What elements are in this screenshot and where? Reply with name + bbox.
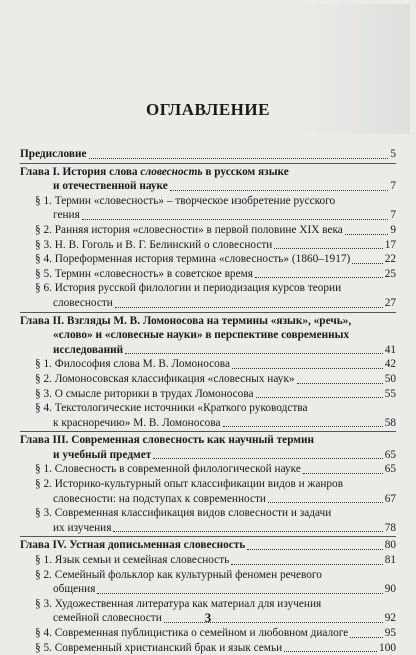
toc-page-number: 65 (384, 448, 396, 461)
toc-page-number: 92 (384, 612, 396, 625)
toc-page-number: 65 (384, 463, 396, 476)
toc-entry (20, 416, 396, 431)
toc-entry-title: § 3. Художественная литература как материал для изучения (35, 597, 322, 610)
toc-page-number: 7 (390, 209, 396, 222)
toc-page-number: 90 (384, 583, 396, 596)
toc-entry-title: их изучения (53, 521, 112, 534)
page-number: 3 (204, 610, 212, 625)
toc-entry (20, 448, 396, 463)
toc-page-number: 55 (384, 387, 396, 400)
toc-entry (20, 538, 396, 553)
toc-entry (20, 238, 396, 253)
toc-page-number: 5 (390, 148, 396, 160)
table-of-contents (20, 147, 396, 655)
toc-entry (20, 343, 396, 358)
toc-entry-title: § 3. Н. В. Гоголь и В. Г. Белинский о словесности (35, 238, 273, 251)
toc-entry (20, 641, 396, 655)
toc-entry-title: § 5. Термин «словесность» в советское время (35, 267, 253, 280)
toc-entry (20, 372, 396, 387)
toc-entry (20, 223, 396, 238)
toc-entry-title: к красноречию» М. В. Ломоносова (53, 416, 221, 429)
toc-entry (20, 147, 396, 162)
toc-entry-title: Глава III. Современная словесность как научный термин (20, 434, 315, 447)
toc-entry-title: § 6. История русской филологии и периодизация курсов теории (35, 282, 342, 295)
toc-entry-title: § 2. Семейный фольклор как культурный феномен речевого (35, 568, 322, 581)
leader-dots (113, 531, 382, 532)
toc-entry (20, 433, 396, 448)
toc-entry (20, 401, 396, 416)
section-divider (20, 163, 396, 164)
toc-entry-title: Предисловие (20, 148, 87, 160)
toc-page-number: 9 (390, 223, 396, 236)
toc-entry (20, 568, 396, 583)
toc-entry (20, 492, 396, 507)
leader-dots (223, 426, 383, 427)
toc-page-number: 41 (384, 343, 396, 356)
toc-entry (20, 506, 396, 521)
toc-entry (20, 328, 396, 343)
leader-dots (115, 307, 383, 308)
toc-entry-title: § 2. Ломоносовская классификация «словесных наук» (35, 372, 295, 385)
toc-page-number: 42 (384, 358, 396, 371)
toc-entry-title: § 3. О смысле риторики в трудах Ломоносова (35, 387, 254, 400)
toc-entry-title: § 5. Современный христианский брак и язык семьи (35, 641, 283, 654)
leader-dots (255, 277, 383, 278)
toc-entry (20, 252, 396, 267)
leader-dots (247, 549, 382, 550)
toc-page-number: 78 (384, 521, 396, 534)
toc-entry (20, 462, 396, 477)
toc-entry-title: гения (53, 209, 80, 222)
toc-entry-title: § 3. Современная классификация видов словесности и задачи (35, 507, 332, 520)
toc-entry-title: «слово» и «словесные науки» в перспективе современных (53, 329, 350, 342)
toc-entry (20, 314, 396, 329)
toc-entry-title (20, 165, 289, 180)
section-divider (20, 431, 396, 432)
toc-entry (20, 582, 396, 597)
toc-entry-title: и учебный предмет (53, 448, 152, 461)
toc-entry-title: исследований (53, 343, 124, 356)
section-divider (20, 312, 396, 313)
toc-entry-title: словесности (53, 296, 113, 309)
leader-dots (82, 219, 389, 220)
toc-entry (20, 267, 396, 282)
leader-dots (274, 248, 382, 249)
page-title: ОГЛАВЛЕНИЕ (146, 100, 270, 119)
toc-title-part: в русском языке (202, 165, 289, 178)
leader-dots (231, 564, 382, 565)
toc-entry-title: и отечественной науке (53, 180, 168, 193)
toc-entry (20, 281, 396, 296)
leader-dots (232, 368, 383, 369)
toc-page-number: 27 (384, 296, 396, 309)
leader-dots (350, 637, 382, 638)
toc-page-number: 25 (384, 267, 396, 280)
toc-entry-title: § 4. Текстологические источники «Краткого руководства (35, 402, 308, 415)
toc-page-number: 7 (390, 180, 396, 193)
leader-dots (297, 383, 383, 384)
leader-dots (153, 458, 382, 459)
toc-entry-title: § 2. Историко-культурный опыт классификации видов и жанров (35, 478, 344, 491)
toc-page-number: 100 (379, 641, 396, 654)
toc-entry-title: Глава IV. Устная дописьменная словесность (20, 539, 246, 552)
leader-dots (284, 651, 377, 652)
leader-dots (268, 502, 383, 503)
leader-dots (352, 263, 382, 264)
toc-entry (20, 477, 396, 492)
leader-dots (89, 158, 389, 159)
toc-page-number: 22 (384, 253, 396, 266)
leader-dots (125, 353, 383, 354)
toc-entry-title: словесности: на подступах к современности (53, 492, 266, 505)
toc-entry (20, 296, 396, 311)
leader-dots (256, 397, 383, 398)
toc-entry (20, 553, 396, 568)
toc-entry (20, 165, 396, 180)
toc-entry (20, 208, 396, 223)
leader-dots (170, 190, 389, 191)
toc-page-number: 95 (384, 627, 396, 639)
leader-dots (345, 234, 389, 235)
toc-entry (20, 387, 396, 402)
toc-page-number: 80 (384, 539, 396, 552)
toc-entry-title: общения (53, 583, 96, 596)
leader-dots (303, 473, 383, 474)
toc-entry-title: § 1. Словесность в современной филологической науке (35, 463, 301, 476)
toc-entry-title: § 1. Термин «словесность» – творческое изобретение русского (35, 194, 336, 207)
toc-entry (20, 194, 396, 209)
toc-page-number: 67 (384, 492, 396, 505)
toc-page-number: 58 (384, 416, 396, 429)
toc-title-part: Глава I. История слова (20, 165, 141, 178)
toc-entry-title: § 4. Пореформенная история термина «словесность» (1860–1917) (35, 253, 351, 266)
toc-entry-title: § 1. Философия слова М. В. Ломоносова (35, 358, 231, 371)
toc-entry-title: § 1. Язык семьи и семейная словесность (35, 554, 230, 567)
toc-entry (20, 521, 396, 536)
toc-page-number: 81 (384, 554, 396, 567)
toc-page-number: 50 (384, 372, 396, 385)
toc-page-number: 17 (384, 238, 396, 251)
leader-dots (97, 593, 382, 594)
toc-entry-title: семейной словесности (53, 612, 162, 625)
section-divider (20, 536, 396, 537)
toc-title-italic: словесность (140, 165, 203, 178)
toc-entry-title: Глава II. Взгляды М. В. Ломоносова на термины «язык», «речь», (20, 314, 352, 327)
toc-entry-title: § 2. Ранняя история «словесности» в первой половине XIX века (35, 223, 343, 236)
toc-entry (20, 179, 396, 194)
toc-entry-title: § 4. Современная публицистика о семейном и любовном диалоге (35, 627, 349, 639)
toc-entry (20, 626, 396, 641)
toc-entry (20, 357, 396, 372)
